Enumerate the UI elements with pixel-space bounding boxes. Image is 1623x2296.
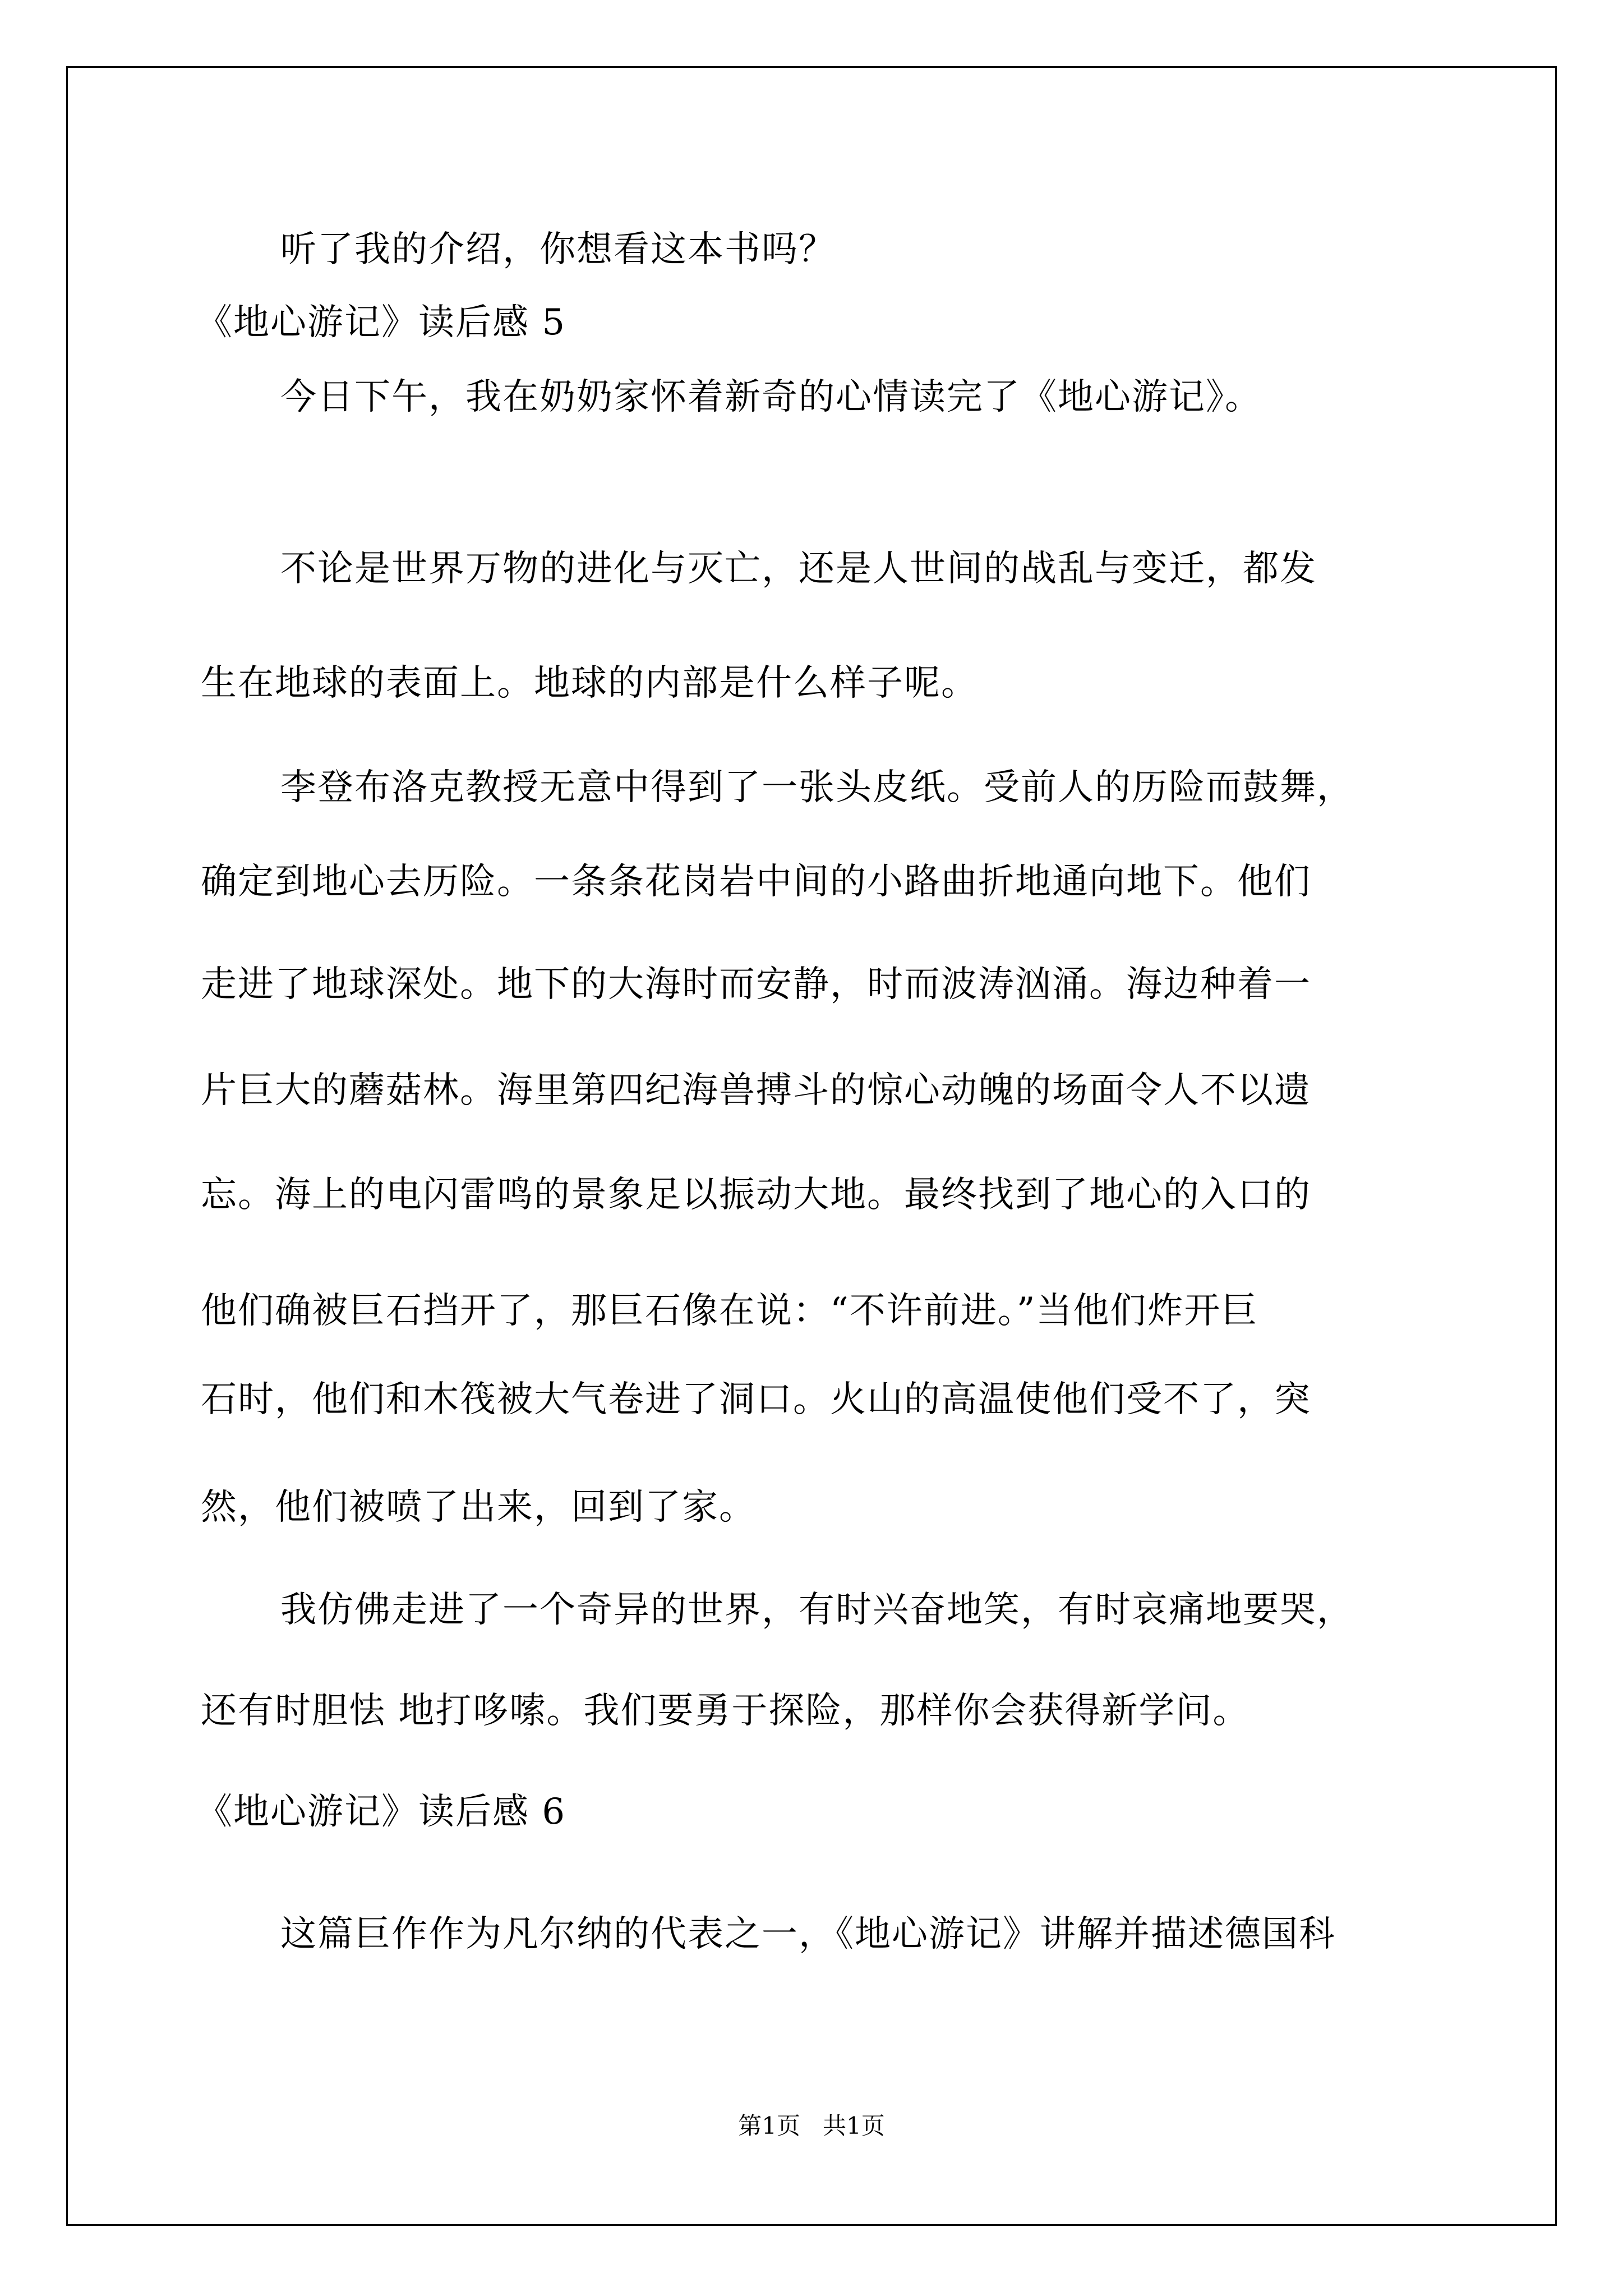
- paragraph-line: 片巨大的蘑菇林。海里第四纪海兽搏斗的惊心动魄的场面令人不以遗: [201, 1070, 1311, 1111]
- paragraph-line: 这篇巨作作为凡尔纳的代表之一，《地心游记》讲解并描述德国科: [280, 1913, 1336, 1955]
- paragraph-line: 还有时胆怯 地打哆嗦。我们要勇于探险，那样你会获得新学问。: [201, 1690, 1250, 1732]
- paragraph-line: 不论是世界万物的进化与灭亡，还是人世间的战乱与变迁，都发: [280, 548, 1317, 590]
- paragraph-line: 他们确被巨石挡开了，那巨石像在说：“不许前进。”当他们炸开巨: [201, 1290, 1258, 1332]
- paragraph-line: 我仿佛走进了一个奇异的世界，有时兴奋地笑，有时哀痛地要哭，: [280, 1589, 1354, 1631]
- paragraph-line: 石时，他们和木筏被大气卷进了洞口。火山的高温使他们受不了，突: [201, 1379, 1311, 1420]
- paragraph-line: 李登布洛克教授无意中得到了一张头皮纸。受前人的历险而鼓舞，: [280, 767, 1354, 808]
- paragraph-line: 听了我的介绍，你想看这本书吗？: [280, 229, 836, 270]
- paragraph-line: 然，他们被喷了出来，回到了家。: [201, 1487, 756, 1528]
- section-heading: 《地心游记》读后感 5: [196, 302, 566, 343]
- paragraph-line: 今日下午，我在奶奶家怀着新奇的心情读完了《地心游记》。: [280, 376, 1262, 418]
- paragraph-line: 生在地球的表面上。地球的内部是什么样子呢。: [201, 662, 978, 704]
- paragraph-line: 走进了地球深处。地下的大海时而安静，时而波涛汹涌。海边种着一: [201, 964, 1311, 1005]
- section-heading: 《地心游记》读后感 6: [196, 1791, 566, 1833]
- page-number-footer: 第1页 共1页: [738, 2112, 885, 2139]
- paragraph-line: 忘。海上的电闪雷鸣的景象足以振动大地。最终找到了地心的入口的: [201, 1174, 1311, 1216]
- paragraph-line: 确定到地心去历险。一条条花岗岩中间的小路曲折地通向地下。他们: [201, 861, 1311, 903]
